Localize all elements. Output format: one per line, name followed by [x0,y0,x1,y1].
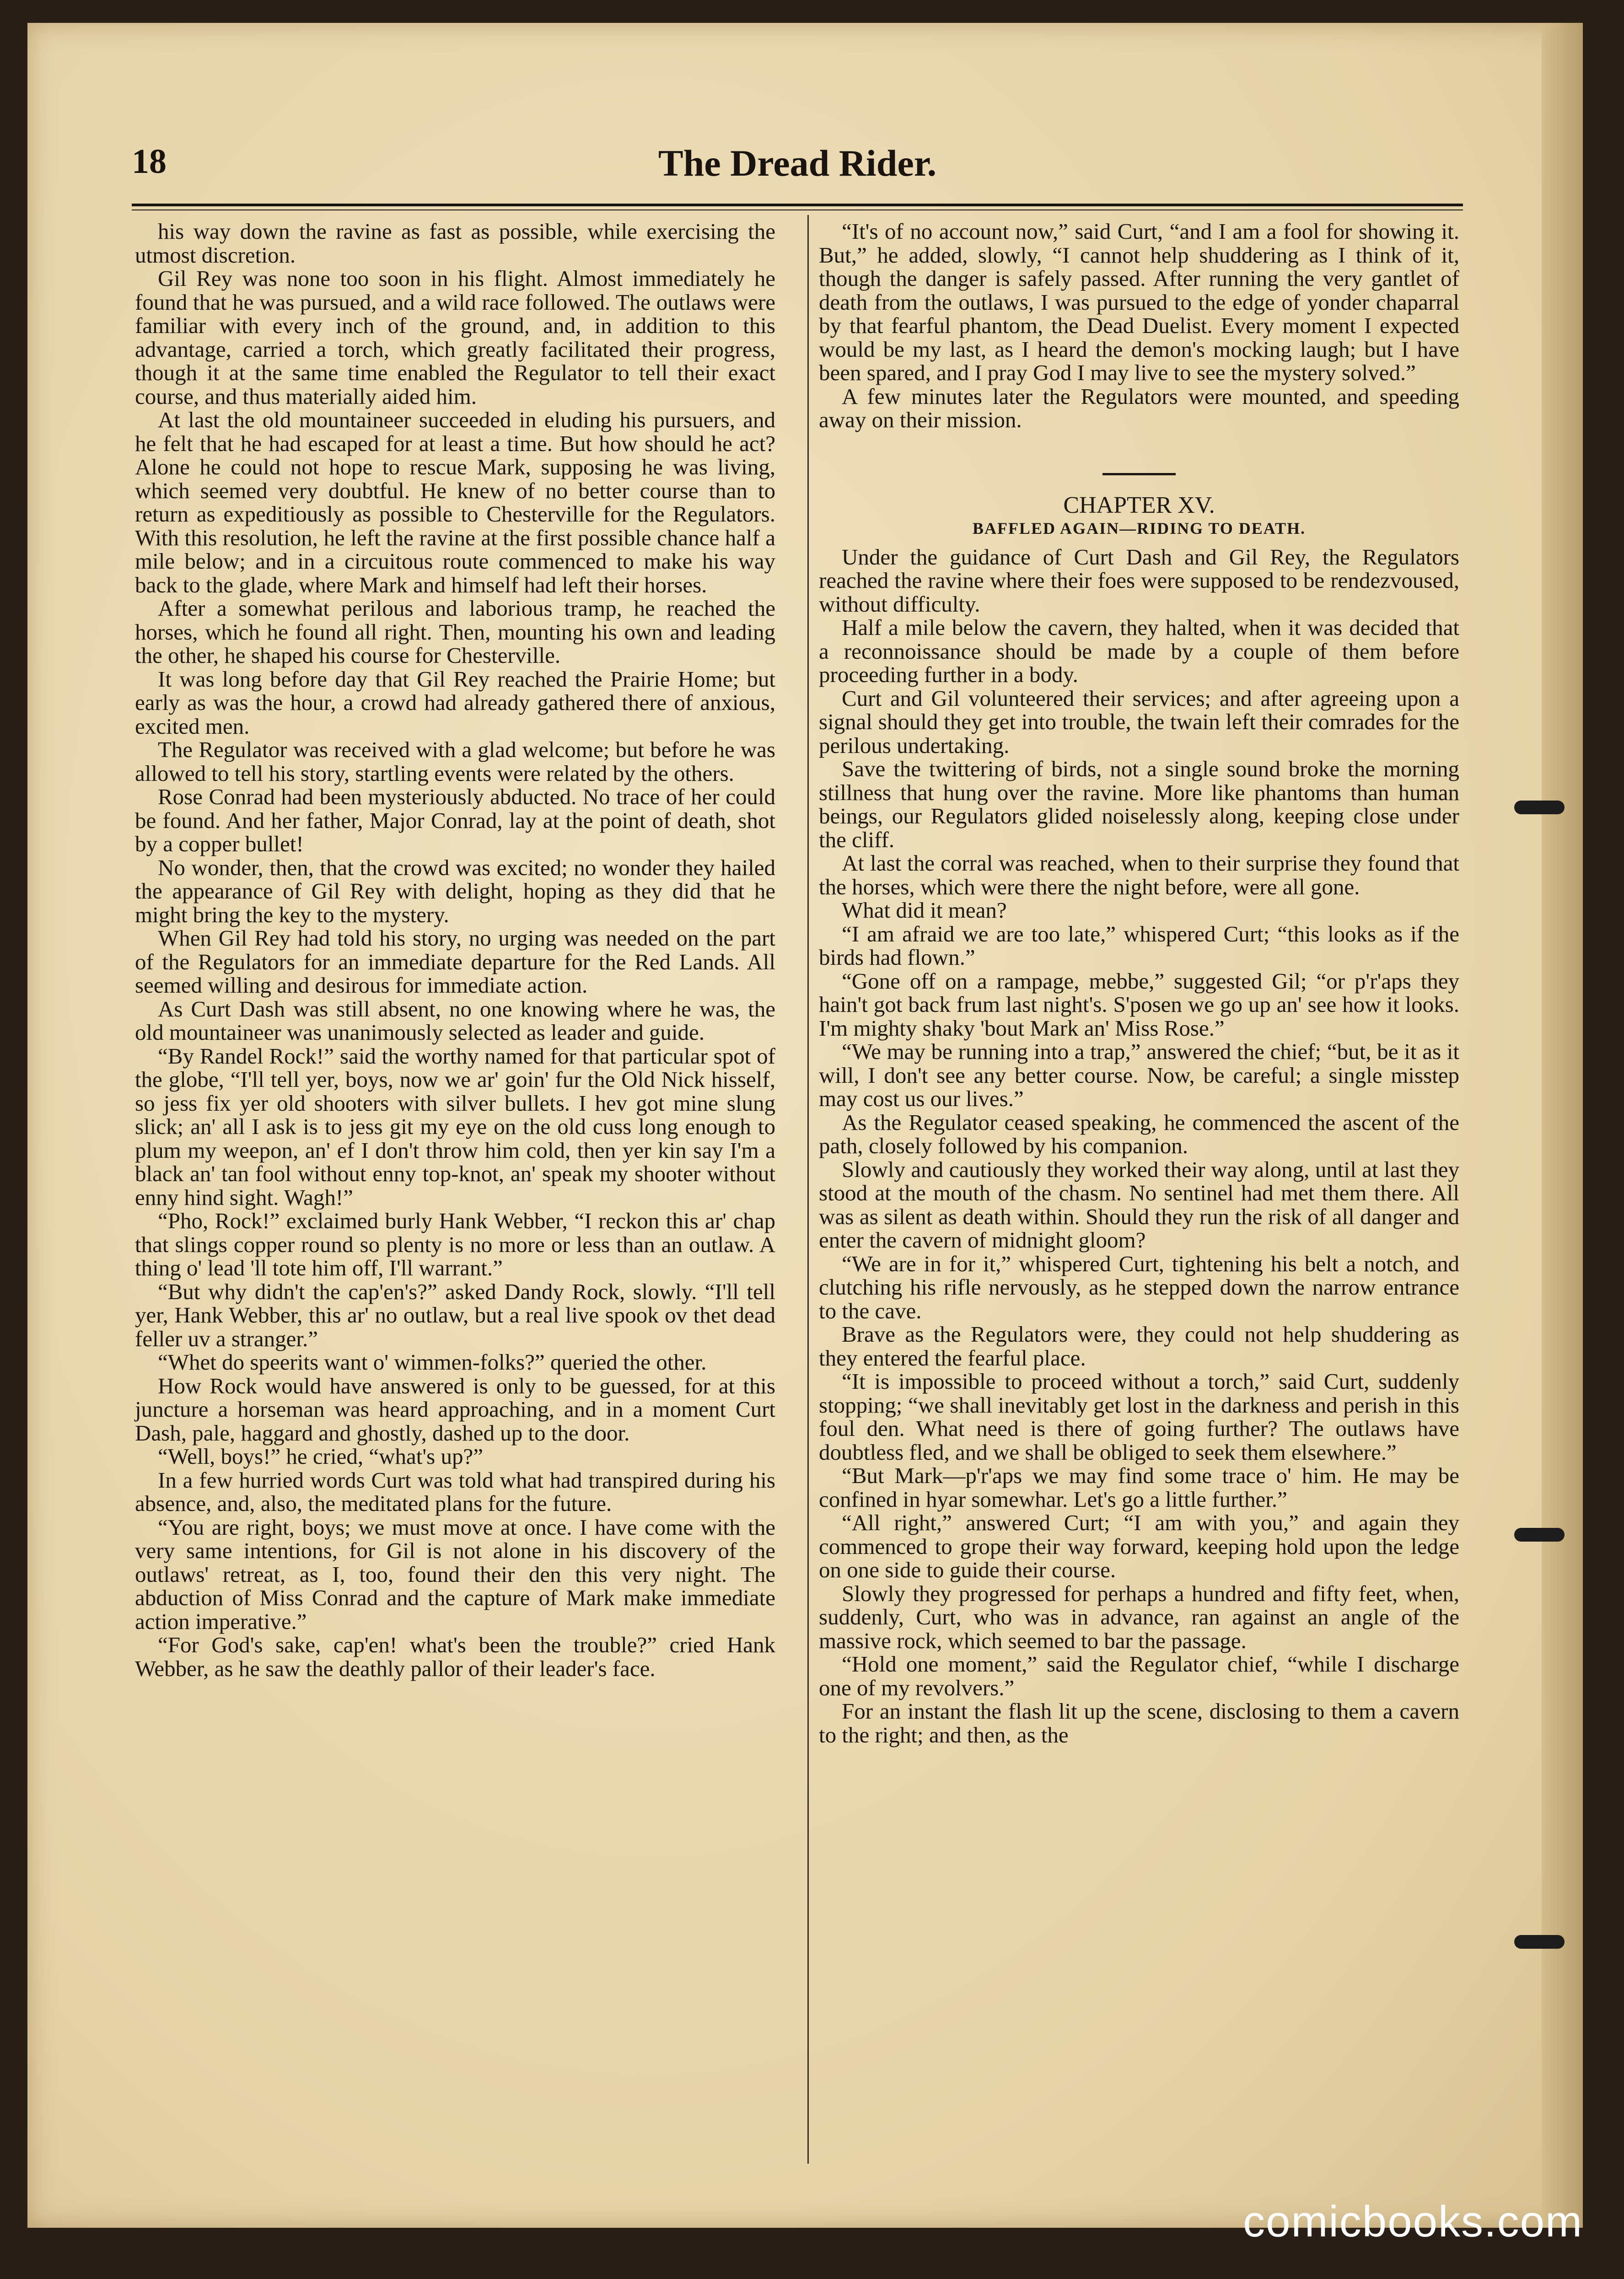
paragraph: “By Randel Rock!” said the worthy named for that particular spot of the globe, “I'll tell yer, boys, now we ar' goin' fur the Old Nick hisself, so jess fix yer old shooters with silver bullets. I hev got mine slung slick; an' all I ask is to jess git my eye on the old cuss long enough to plum my weepon, an' ef I don't throw him cold, then yer kin say I'm a black an' tan fool without enny top-knot, an' speak my shooter without enny hind sight. Wagh!” [135,1043,775,1210]
paragraph: Curt and Gil volunteered their services; and after agreeing upon a signal should they get into trouble, the twain left their comrades for the perilous undertaking. [819,685,1459,758]
page-header [132,133,1463,192]
paragraph: “Hold one moment,” said the Regulator chief, “while I discharge one of my revolvers.” [819,1651,1459,1700]
paragraph: In a few hurried words Curt was told what had transpired during his absence, and, also, the meditated plans for the future. [135,1467,775,1516]
paragraph: “But Mark—p'r'aps we may find some trace o' him. He may be confined in hyar somewhar. Let's go a little further.” [819,1463,1459,1512]
paragraph: Under the guidance of Curt Dash and Gil Rey, the Regulators reached the ravine where their foes were supposed to be rendezvoused, without difficulty. [819,544,1459,617]
paragraph: Slowly they progressed for perhaps a hundred and fifty feet, when, suddenly, Curt, who was in advance, ran against an angle of the massive rock, which seemed to bar the passage. [819,1580,1459,1653]
paragraph: How Rock would have answered is only to be guessed, for at this juncture a horseman was heard approaching, and in a moment Curt Dash, pale, haggard and ghostly, dashed up to the door. [135,1373,775,1446]
paragraph: For an instant the flash lit up the scene, disclosing to them a cavern to the right; and then, as the [819,1698,1459,1747]
paragraph: “We are in for it,” whispered Curt, tightening his belt a notch, and clutching his rifle nervously, as he stepped down the narrow entrance to the cave. [819,1251,1459,1323]
header-rule [132,204,1463,206]
paragraph: No wonder, then, that the crowd was excited; no wonder they hailed the appearance of Gil Rey with delight, hoping as they did that he might bring the key to the mystery. [135,855,775,927]
binding-stitch [1514,801,1565,814]
paragraph: As the Regulator ceased speaking, he commenced the ascent of the path, closely followed by his companion. [819,1109,1459,1158]
paragraph: It was long before day that Gil Rey reached the Prairie Home; but early as was the hour, a crowd had already gathered there of anxious, excited men. [135,666,775,739]
paragraph: “I am afraid we are too late,” whispered Curt; “this looks as if the birds had flown.” [819,921,1459,970]
paragraph: “For God's sake, cap'en! what's been the trouble?” cried Hank Webber, as he saw the deathly pallor of their leader's face. [135,1632,775,1681]
running-title: The Dread Rider. [658,142,937,184]
paragraph: “Gone off on a rampage, mebbe,” suggested Gil; “or p'r'aps they hain't got back frum last night's. S'posen we go up an' see how it looks. I'm mighty shaky 'bout Mark an' Miss Rose.” [819,968,1459,1041]
book-page [27,23,1583,2228]
chapter-rule [1102,473,1176,475]
paragraph: As Curt Dash was still absent, no one knowing where he was, the old mountaineer was unanimously selected as leader and guide. [135,996,775,1045]
page-number: 18 [132,142,167,181]
paragraph: “But why didn't the cap'en's?” asked Dandy Rock, slowly. “I'll tell yer, Hank Webber, this ar' no outlaw, but a real live spook ov thet dead feller uv a stranger.” [135,1279,775,1351]
chapter-subtitle: BAFFLED AGAIN—RIDING TO DEATH. [972,519,1306,538]
paragraph: Save the twittering of birds, not a single sound broke the morning stillness that hung over the ravine. More like phantoms than human beings, our Regulators glided noiselessly along, keeping close under the cliff. [819,756,1459,852]
paragraph: Rose Conrad had been mysteriously abducted. No trace of her could be found. And her father, Major Conrad, lay at the point of death, shot by a copper bullet! [135,784,775,856]
paragraph: his way down the ravine as fast as possible, while exercising the utmost discretion. [135,219,775,268]
paragraph: When Gil Rey had told his story, no urging was needed on the part of the Regulators for an immediate departure for the Red Lands. All seemed willing and desirous for immediate action. [135,925,775,998]
site-watermark: comicbooks.com [1243,2197,1583,2246]
paragraph: “Whet do speerits want o' wimmen-folks?” queried the other. [158,1349,707,1375]
paragraph: “All right,” answered Curt; “I am with you,” and again they commenced to grope their way forward, keeping hold upon the ledge on one side to guide their course. [819,1510,1459,1582]
paragraph: After a somewhat perilous and laborious tramp, he reached the horses, which he found all right. Then, mounting his own and leading the other, he shaped his course for Chesterville. [135,596,775,668]
paragraph: Brave as the Regulators were, they could not help shuddering as they entered the fearful place. [819,1322,1459,1371]
paragraph: At last the corral was reached, when to their surprise they found that the horses, which were there the night before, were all gone. [819,850,1459,899]
page-spine [1542,23,1583,2228]
paragraph: “Well, boys!” he cried, “what's up?” [158,1444,484,1469]
chapter-title: CHAPTER XV. [1063,492,1215,518]
paragraph: “We may be running into a trap,” answered the chief; “but, be it as it will, I don't see any better course. Now, be careful; a single misstep may cost us our lives.” [819,1039,1459,1111]
paragraph: What did it mean? [842,898,1007,923]
paragraph: “It's of no account now,” said Curt, “and I am a fool for showing it. But,” he added, slowly, “I cannot help shuddering as I think of it, though the danger is safely passed. After running the very gantlet of death from the outlaws, I was pursued to the edge of yonder chaparral by that fearful phantom, the Dead Duelist. Every moment I expected would be my last, as I heard the demon's mocking laugh; but I have been spared, and I pray God I may live to see the mystery solved.” [819,219,1459,385]
right-column [819,220,1459,1747]
binding-stitch [1514,1528,1565,1542]
paragraph: Gil Rey was none too soon in his flight. Almost immediately he found that he was pursued, and a wild race followed. The outlaws were familiar with every inch of the ground, and, in addition to this advantage, carried a torch, which greatly facilitated their progress, though it at the same time enabled the Regulator to tell their exact course, and thus materially aided him. [135,266,775,409]
paragraph: “You are right, boys; we must move at once. I have come with the very same intentions, for Gil is not alone in his discovery of the outlaws' retreat, as I, too, found their den this very night. The abduction of Miss Conrad and the capture of Mark make immediate action imperative.” [135,1514,775,1634]
column-divider [807,215,809,2164]
left-column [135,220,775,1680]
paragraph: “It is impossible to proceed without a torch,” said Curt, suddenly stopping; “we shall inevitably get lost in the darkness and perish in this foul den. What need is there of going further? The outlaws have doubtless fled, and we shall be obliged to seek them elsewhere.” [819,1369,1459,1465]
paragraph: Slowly and cautiously they worked their way along, until at last they stood at the mouth of the chasm. No sentinel had met them there. All was as silent as death within. Should they run the risk of all danger and enter the cavern of midnight gloom? [819,1156,1459,1252]
paragraph: A few minutes later the Regulators were mounted, and speeding away on their mission. [819,383,1459,432]
binding-stitch [1514,1935,1565,1949]
paragraph: Half a mile below the cavern, they halted, when it was decided that a reconnoissance should be made by a couple of them before proceeding further in a body. [819,615,1459,687]
paragraph: The Regulator was received with a glad welcome; but before he was allowed to tell his story, startling events were related by the others. [135,737,775,786]
paragraph: At last the old mountaineer succeeded in eluding his pursuers, and he felt that he had escaped for at least a time. But how should he act? Alone he could not hope to rescue Mark, supposing he was living, which seemed very doubtful. He knew of no better course than to return as expeditiously as possible to Chesterville for the Regulators. With this resolution, he left the ravine at the first possible chance half a mile below; and in a circuitous route commenced to make his way back to the glade, where Mark and himself had left their horses. [135,407,775,597]
paragraph: “Pho, Rock!” exclaimed burly Hank Webber, “I reckon this ar' chap that slings copper round so plenty is no more or less than an outlaw. A thing o' lead 'll tote him off, I'll warrant.” [135,1208,775,1280]
